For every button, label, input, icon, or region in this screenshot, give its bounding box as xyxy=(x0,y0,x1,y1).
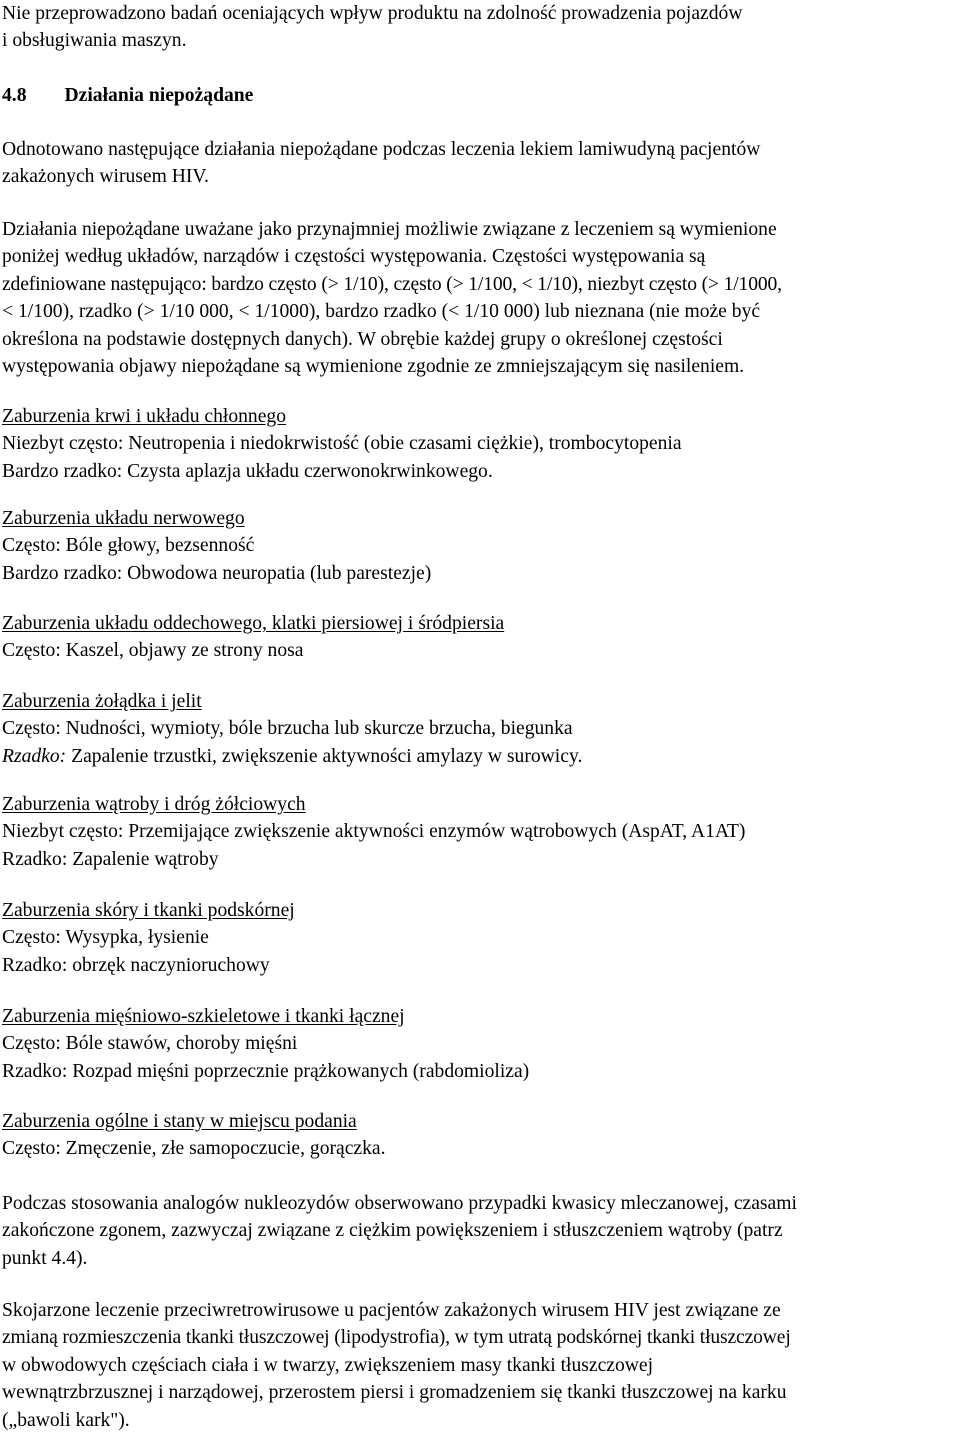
paragraph-line: występowania objawy niepożądane są wymienione zgodnie ze zmniejszającym się nasileniem. xyxy=(2,356,745,378)
soc-entry: Często: Bóle stawów, choroby mięśni xyxy=(2,1033,298,1055)
paragraph-line: Skojarzone leczenie przeciwretrowirusowe u pacjentów zakażonych wirusem HIV jest związane ze xyxy=(2,1300,781,1321)
section-heading xyxy=(2,82,958,109)
soc-group-skin xyxy=(2,897,958,979)
paragraph-line: Odnotowano następujące działania niepożądane podczas leczenia lekiem lamiwudyną pacjentów xyxy=(2,139,761,160)
soc-entry: Często: Bóle głowy, bezsenność xyxy=(2,535,255,557)
intro-line: i obsługiwania maszyn. xyxy=(2,30,187,52)
paragraph-line: Podczas stosowania analogów nukleozydów obserwowano przypadki kwasicy mleczanowej, czasami xyxy=(2,1193,797,1214)
soc-entry: Rzadko: Rozpad mięśni poprzecznie prążkowanych (rabdomioliza) xyxy=(2,1060,530,1082)
paragraph-line: zmianą rozmieszczenia tkanki tłuszczowej (lipodystrofia), w tym utratą podskórnej tkanki tłuszczowej xyxy=(2,1327,791,1349)
paragraph-line: zakażonych wirusem HIV. xyxy=(2,166,209,188)
soc-heading: Zaburzenia krwi i układu chłonnego xyxy=(2,406,287,427)
paragraph-line: zdefiniowane następująco: bardzo często (> 1/10), często (> 1/100, < 1/10), niezbyt często (> 1/1000, xyxy=(2,273,782,295)
section-number: 4.8 xyxy=(2,85,27,106)
soc-entry: Zapalenie trzustki, zwiększenie aktywności amylazy w surowicy. xyxy=(66,745,583,767)
soc-entry: Rzadko: obrzęk naczynioruchowy xyxy=(2,954,270,976)
soc-heading: Zaburzenia skóry i tkanki podskórnej xyxy=(2,900,295,921)
soc-group-musculoskeletal xyxy=(2,1003,958,1085)
soc-entry: Często: Wysypka, łysienie xyxy=(2,927,209,949)
soc-group-blood xyxy=(2,403,958,485)
section-title: Działania niepożądane xyxy=(64,85,254,106)
paragraph-line: („bawoli kark"). xyxy=(2,1409,130,1431)
soc-entry: Bardzo rzadko: Obwodowa neuropatia (lub parestezje) xyxy=(2,562,432,584)
soc-heading: Zaburzenia układu oddechowego, klatki piersiowej i śródpiersia xyxy=(2,613,505,634)
soc-group-nervous xyxy=(2,505,958,587)
soc-group-hepatobiliary xyxy=(2,791,958,873)
soc-group-general xyxy=(2,1108,958,1163)
paragraph-2 xyxy=(2,216,958,380)
soc-entry: Niezbyt często: Przemijające zwiększenie aktywności enzymów wątrobowych (AspAT, A1AT) xyxy=(2,821,746,843)
soc-group-respiratory xyxy=(2,610,958,665)
paragraph-line: punkt 4.4). xyxy=(2,1247,88,1269)
soc-entry: Rzadko: Zapalenie wątroby xyxy=(2,848,219,870)
intro-paragraph xyxy=(2,0,958,55)
paragraph-line: poniżej według układów, narządów i częstości występowania. Częstości występowania są xyxy=(2,246,706,268)
soc-group-gastrointestinal xyxy=(2,688,958,770)
paragraph-line: określona na podstawie dostępnych danych). W obrębie każdej grupy o określonej częstości xyxy=(2,328,723,350)
soc-entry: Niezbyt często: Neutropenia i niedokrwistość (obie czasami ciężkie), trombocytopenia xyxy=(2,433,682,455)
intro-line: Nie przeprowadzono badań oceniających wpływ produktu na zdolność prowadzenia pojazdów xyxy=(2,3,743,24)
soc-entry: Bardzo rzadko: Czysta aplazja układu czerwonokrwinkowego. xyxy=(2,460,493,482)
soc-entry: Często: Kaszel, objawy ze strony nosa xyxy=(2,640,304,662)
paragraph-line: zakończone zgonem, zazwyczaj związane z ciężkim powiększeniem i stłuszczeniem wątroby (patrz xyxy=(2,1220,783,1242)
frequency-label-italic: Rzadko: xyxy=(2,745,67,767)
soc-heading: Zaburzenia żołądka i jelit xyxy=(2,691,202,712)
paragraph-line: Działania niepożądane uważane jako przynajmniej możliwie związane z leczeniem są wymienione xyxy=(2,219,777,240)
paragraph-line: w obwodowych częściach ciała i w twarzy, zwiększeniem masy tkanki tłuszczowej xyxy=(2,1354,654,1376)
soc-entry: Często: Nudności, wymioty, bóle brzucha lub skurcze brzucha, biegunka xyxy=(2,718,573,740)
soc-heading: Zaburzenia wątroby i dróg żółciowych xyxy=(2,794,306,815)
soc-entry: Często: Zmęczenie, złe samopoczucie, gorączka. xyxy=(2,1138,386,1160)
soc-heading: Zaburzenia ogólne i stany w miejscu podania xyxy=(2,1111,357,1132)
paragraph-4 xyxy=(2,1297,958,1434)
soc-heading: Zaburzenia mięśniowo-szkieletowe i tkanki łącznej xyxy=(2,1006,405,1027)
paragraph-3 xyxy=(2,1190,958,1272)
paragraph-line: < 1/100), rzadko (> 1/10 000, < 1/1000), bardzo rzadko (< 1/10 000) lub nieznana (nie może być xyxy=(2,301,761,323)
paragraph-line: wewnątrzbrzusznej i narządowej, przerostem piersi i gromadzeniem się tkanki tłuszczowej na karku xyxy=(2,1382,787,1404)
soc-heading: Zaburzenia układu nerwowego xyxy=(2,508,245,529)
paragraph-1 xyxy=(2,136,958,191)
